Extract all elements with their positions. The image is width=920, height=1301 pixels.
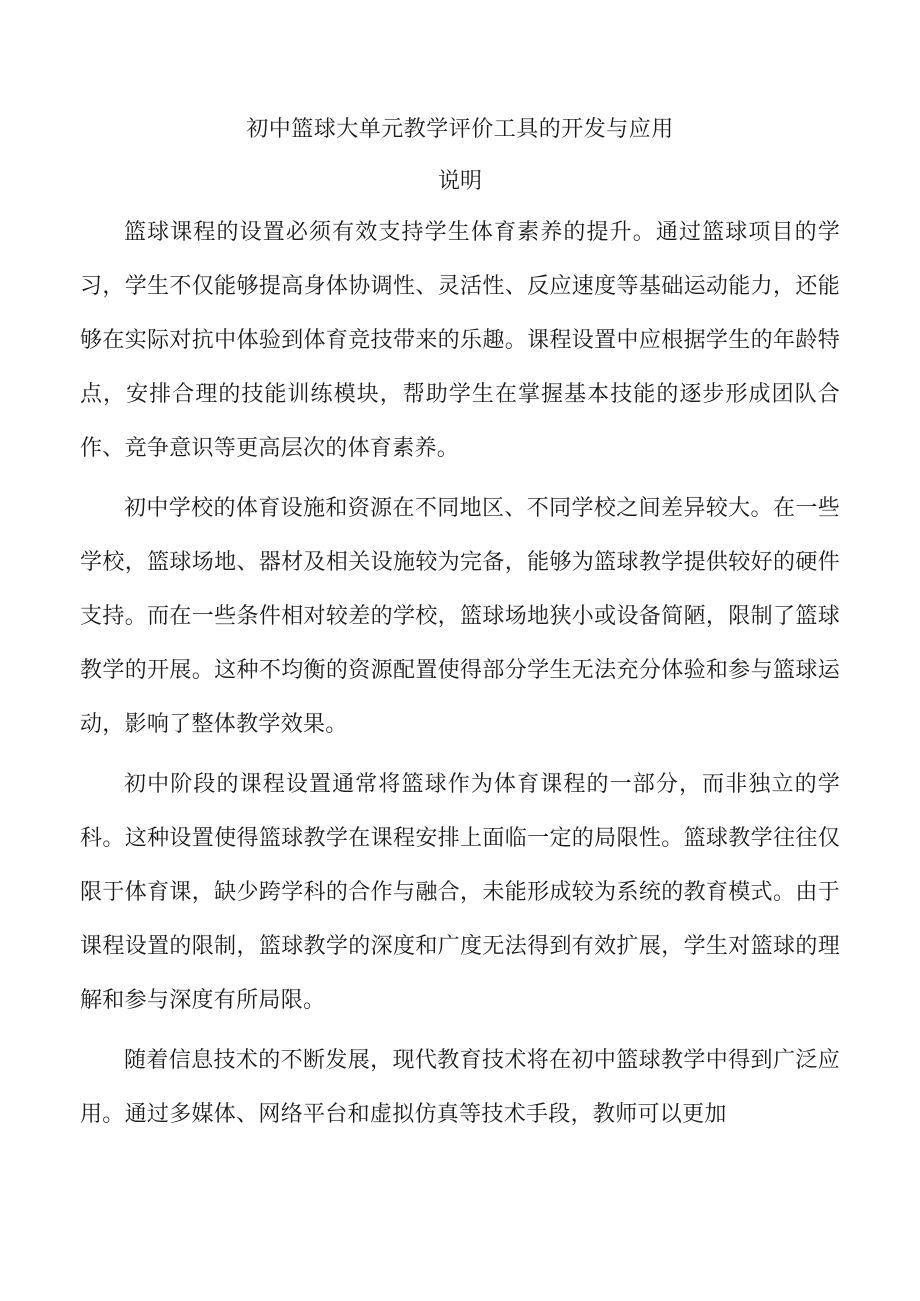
document-title: 初中篮球大单元教学评价工具的开发与应用 (246, 117, 674, 142)
paragraph-technology: 随着信息技术的不断发展，现代教育技术将在初中篮球教学中得到广泛应用。通过多媒体、网络平台和虚拟仿真等技术手段，教师可以更加 (80, 1048, 840, 1127)
paragraph-curriculum: 初中阶段的课程设置通常将篮球作为体育课程的一部分，而非独立的学科。这种设置使得篮球教学在课程安排上面临一定的局限性。篮球教学往往仅限于体育课，缺少跨学科的合作与融合，未能形成较为系统的教育模式。由于课程设置的限制，篮球教学的深度和广度无法得到有效扩展，学生对篮球的理解和参与深度有所局限。 (80, 772, 840, 1013)
document-subtitle: 说明 (437, 169, 482, 194)
document-body (80, 110, 840, 1142)
paragraph-course-setting: 篮球课程的设置必须有效支持学生体育素养的提升。通过篮球项目的学习，学生不仅能够提高身体协调性、灵活性、反应速度等基础运动能力，还能够在实际对抗中体验到体育竞技带来的乐趣。课程设置中应根据学生的年龄特点，安排合理的技能训练模块，帮助学生在掌握基本技能的逐步形成团队合作、竞争意识等更高层次的体育素养。 (80, 220, 840, 461)
paragraph-facilities: 初中学校的体育设施和资源在不同地区、不同学校之间差异较大。在一些学校，篮球场地、器材及相关设施较为完备，能够为篮球教学提供较好的硬件支持。而在一些条件相对较差的学校，篮球场地狭小或设备简陋，限制了篮球教学的开展。这种不均衡的资源配置使得部分学生无法充分体验和参与篮球运动，影响了整体教学效果。 (80, 496, 840, 737)
